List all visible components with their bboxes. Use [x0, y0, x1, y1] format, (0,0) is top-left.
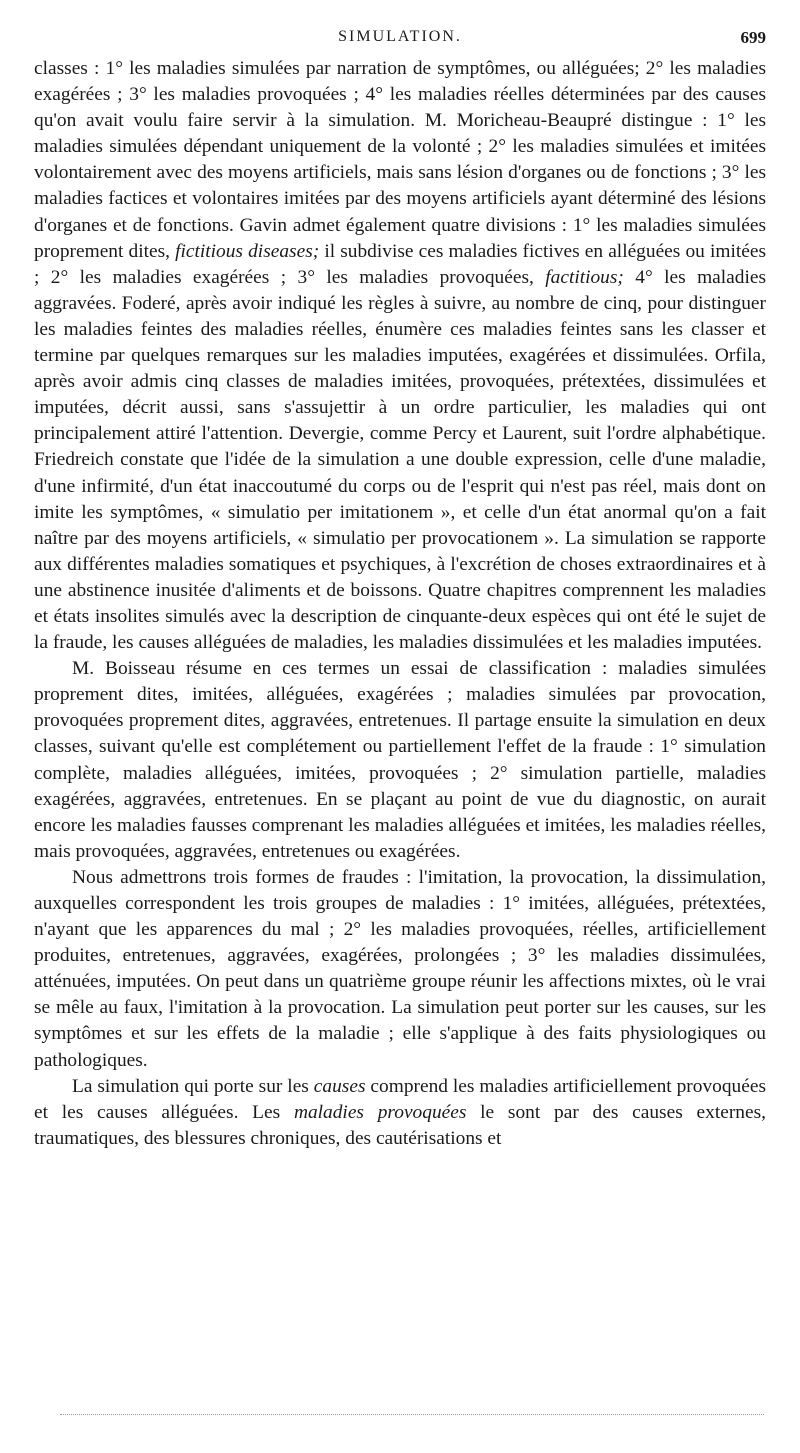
paragraph: [34, 1074, 766, 1152]
paragraph: [34, 656, 766, 865]
paragraph: [34, 865, 766, 1074]
text-run: 4° les maladies aggravées. Foderé, après avoir indiqué les règles à suivre, au nombre de cinq, pour distinguer les maladies feintes des maladies réelles, énumère ces maladies feintes sans les classer et termine par quelques remarques sur les maladies imputées, exagérées et dissimulées. Orfila, après avoir admis cinq classes de maladies imitées, provoquées, prétextées, dissimulées et imputées, décrit aussi, sans s'assujettir à un ordre particulier, les maladies qui ont principalement attiré l'attention. Devergie, comme Percy et Laurent, suit l'ordre alphabétique. Friedreich constate que l'idée de la simulation a une double expression, celle d'une maladie, d'une infirmité, d'un état inaccoutumé du corps ou de l'esprit qui n'est pas réel, mais dont on imite les symptômes, « simulatio per imitationem », et celle d'un état anormal qu'on a fait naître par des moyens artificiels, « simulatio per provocationem ». La simulation se rapporte aux différentes maladies somatiques et psychiques, à l'excrétion de choses extraordinaires et à une abstinence inusitée d'aliments et de boissons. Quatre chapitres comprennent les maladies et états insolites simulés avec la description de cinquante-deux espèces qui ont été le sujet de la fraude, les causes alléguées de maladies, les maladies dissimulées et les maladies imputées.: [34, 266, 766, 654]
italic-run: factitious;: [545, 266, 624, 288]
paragraph: [34, 56, 766, 656]
text-run: M. Boisseau résume en ces termes un essai de classification : maladies simulées proprement dites, imitées, alléguées, exagérées ; maladies simulées par provocation, provoquées proprement dites, aggravées, entretenues. Il partage ensuite la simulation en deux classes, suivant qu'elle est complétement ou partiellement l'effet de la fraude : 1° simulation complète, maladies alléguées, imitées, provoquées ; 2° simulation partielle, maladies exagérées, aggravées, entretenues. En se plaçant au point de vue du diagnostic, on aurait encore les maladies fausses comprenant les maladies alléguées et imitées, les maladies réelles, mais provoquées, aggravées, entretenues ou exagérées.: [34, 658, 766, 862]
italic-run: maladies provoquées: [293, 1101, 467, 1123]
running-head: [34, 28, 766, 56]
italic-run: causes: [313, 1075, 366, 1097]
text-run: La simulation qui porte sur les: [72, 1075, 314, 1097]
bottom-rule: [60, 1414, 764, 1415]
body-text: [34, 56, 766, 1152]
text-run: le sont par des causes externes, traumatiques, des blessures chroniques, des cautérisations et: [34, 1101, 766, 1149]
text-run: classes : 1° les maladies simulées par narration de symptômes, ou alléguées; 2° les maladies exagérées ; 3° les maladies provoquées ; 4° les maladies réelles déterminées par des causes qu'on avait voulu faire servir à la simulation. M. Moricheau-Beaupré distingue : 1° les maladies simulées dépendant uniquement de la volonté ; 2° les maladies simulées et imitées volontairement avec des moyens artificiels, mais sans lésion d'organes ou de fonctions ; 3° les maladies factices et volontaires imitées par des moyens artificiels ayant déterminé des lésions d'organes et de fonctions. Gavin admet également quatre divisions : 1° les maladies simulées proprement dites,: [34, 58, 766, 262]
page: [34, 28, 766, 1152]
italic-run: fictitious diseases;: [175, 240, 320, 262]
text-run: comprend les maladies artificiellement provoquées et les causes alléguées. Les: [34, 1075, 766, 1123]
text-run: il subdivise ces maladies fictives en alléguées ou imitées ; 2° les maladies exagérées ; 3° les maladies provoquées,: [34, 240, 766, 288]
text-run: Nous admettrons trois formes de fraudes : l'imitation, la provocation, la dissimulation, auxquelles correspondent les trois groupes de maladies : 1° imitées, alléguées, prétextées, n'ayant que les apparences du mal ; 2° les maladies provoquées, réelles, artificiellement produites, entretenues, aggravées, exagérées, prolongées ; 3° les maladies dissimulées, atténuées, imputées. On peut dans un quatrième groupe réunir les affections mixtes, où le vrai se mêle au faux, l'imitation à la provocation. La simulation peut porter sur les causes, sur les symptômes et sur les effets de la maladie ; elle s'applique à des faits physiologiques ou pathologiques.: [34, 866, 766, 1071]
running-title: SIMULATION.: [338, 28, 462, 45]
page-number: 699: [740, 28, 766, 47]
